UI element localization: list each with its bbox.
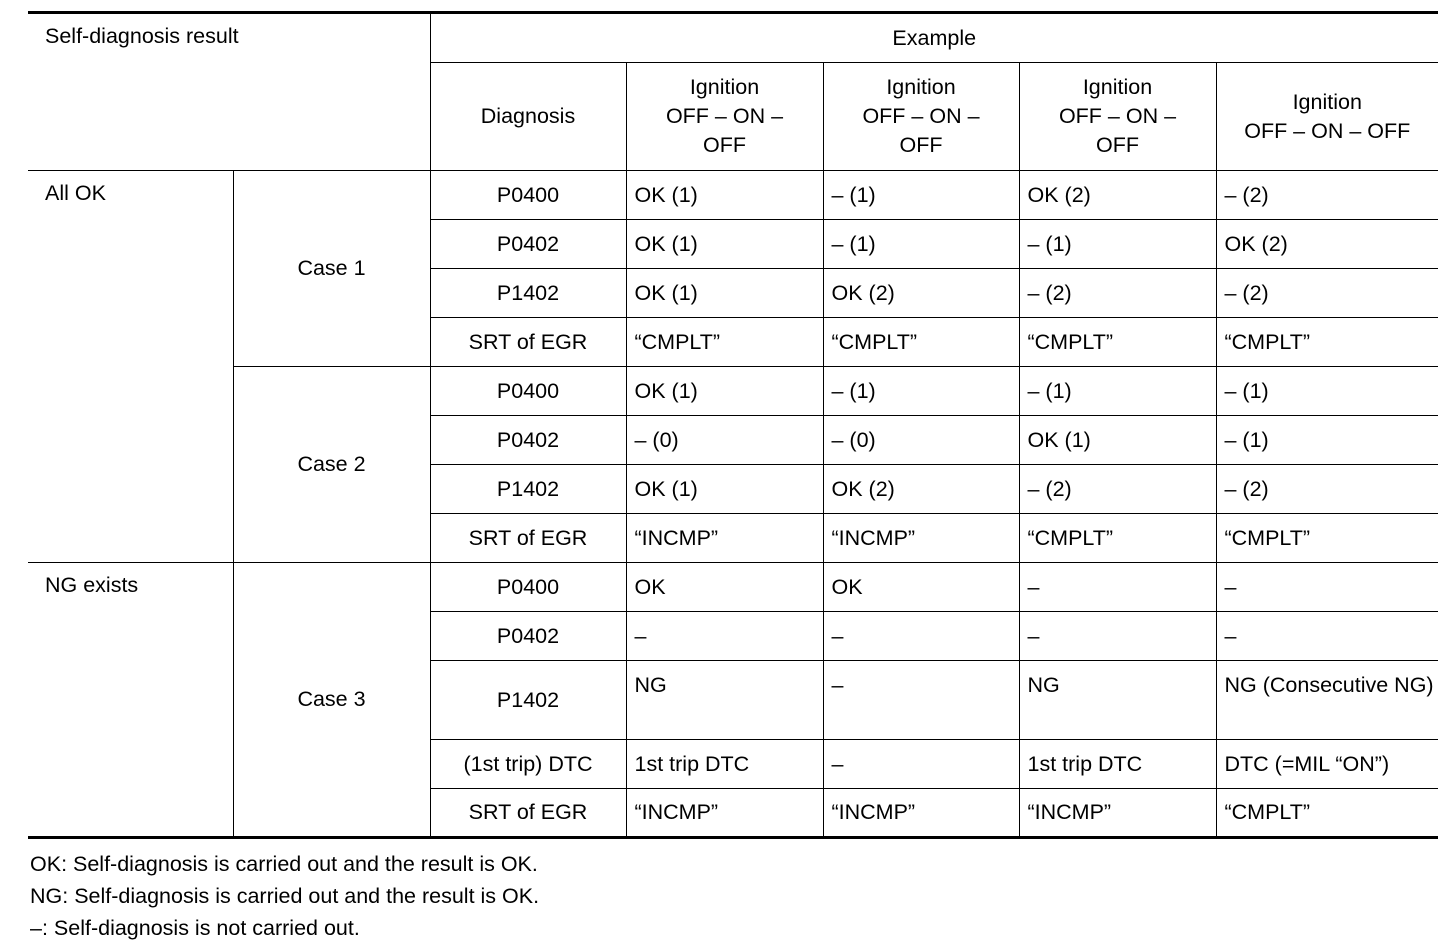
result-cell: – (2) [1019,465,1216,514]
result-cell: DTC (=MIL “ON”) [1216,740,1438,789]
diag-cell: P0400 [430,171,626,220]
result-cell: – (2) [1216,269,1438,318]
result-cell: – [626,612,823,661]
result-cell: – [823,740,1019,789]
example-header: Example [430,13,1438,63]
result-cell: – (0) [626,416,823,465]
diag-cell: P0402 [430,220,626,269]
result-cell: – (1) [1216,416,1438,465]
diag-cell: SRT of EGR [430,514,626,563]
result-cell: “INCMP” [1019,789,1216,838]
result-cell: “INCMP” [823,514,1019,563]
result-cell: – [1216,612,1438,661]
result-cell: 1st trip DTC [626,740,823,789]
result-cell: “INCMP” [626,514,823,563]
diag-cell: P0400 [430,367,626,416]
result-cell: 1st trip DTC [1019,740,1216,789]
diag-cell: P1402 [430,661,626,740]
result-cell: “CMPLT” [626,318,823,367]
result-cell: – (1) [1019,220,1216,269]
result-cell: “CMPLT” [1019,514,1216,563]
group-all-ok: All OK [28,171,233,563]
result-cell: – (1) [1019,367,1216,416]
diag-cell: (1st trip) DTC [430,740,626,789]
result-cell: OK (2) [823,269,1019,318]
case-2-label: Case 2 [233,367,430,563]
diag-cell: P0400 [430,563,626,612]
note-ok: OK: Self-diagnosis is carried out and the result is OK. [30,852,538,876]
group-ng-exists: NG exists [28,563,233,838]
result-cell: – [823,661,1019,740]
result-cell: “CMPLT” [1019,318,1216,367]
result-cell: NG (Consecutive NG) [1216,661,1438,740]
result-cell: – (2) [1216,171,1438,220]
ignition-header-2: Ignition OFF – ON – OFF [823,63,1019,171]
self-diagnosis-table [28,11,1438,839]
diag-cell: P0402 [430,612,626,661]
result-cell: – [1019,612,1216,661]
result-cell: “INCMP” [626,789,823,838]
result-cell: OK (2) [1216,220,1438,269]
ignition-header-4: Ignition OFF – ON – OFF [1216,63,1438,171]
result-cell: “CMPLT” [1216,318,1438,367]
ignition-header-3: Ignition OFF – ON – OFF [1019,63,1216,171]
result-cell: – [823,612,1019,661]
header-spacer [28,63,430,171]
result-cell: OK (1) [626,465,823,514]
result-cell: OK (1) [1019,416,1216,465]
result-cell: OK [823,563,1019,612]
diag-cell: P0402 [430,416,626,465]
result-cell: “INCMP” [823,789,1019,838]
result-cell: – (1) [823,171,1019,220]
result-cell: “CMPLT” [1216,789,1438,838]
diag-cell: P1402 [430,269,626,318]
result-cell: – (1) [823,367,1019,416]
ignition-header-1: Ignition OFF – ON – OFF [626,63,823,171]
case-1-label: Case 1 [233,171,430,367]
result-cell: NG [1019,661,1216,740]
diag-cell: P1402 [430,465,626,514]
result-cell: OK [626,563,823,612]
result-cell: – (2) [1216,465,1438,514]
result-cell: OK (2) [823,465,1019,514]
result-cell: OK (1) [626,269,823,318]
case-3-label: Case 3 [233,563,430,838]
note-dash: –: Self-diagnosis is not carried out. [30,916,360,940]
result-cell: – (1) [823,220,1019,269]
note-ng: NG: Self-diagnosis is carried out and the result is OK. [30,884,540,908]
diag-cell: SRT of EGR [430,318,626,367]
result-cell: OK (1) [626,367,823,416]
result-cell: “CMPLT” [1216,514,1438,563]
result-cell: OK (2) [1019,171,1216,220]
self-diagnosis-result-header: Self-diagnosis result [28,13,430,63]
result-cell: – (1) [1216,367,1438,416]
result-cell: OK (1) [626,171,823,220]
result-cell: OK (1) [626,220,823,269]
diag-cell: SRT of EGR [430,789,626,838]
result-cell: – [1019,563,1216,612]
result-cell: – (0) [823,416,1019,465]
table-notes [30,848,539,944]
result-cell: “CMPLT” [823,318,1019,367]
result-cell: – [1216,563,1438,612]
diagnosis-header: Diagnosis [430,63,626,171]
result-cell: NG [626,661,823,740]
result-cell: – (2) [1019,269,1216,318]
